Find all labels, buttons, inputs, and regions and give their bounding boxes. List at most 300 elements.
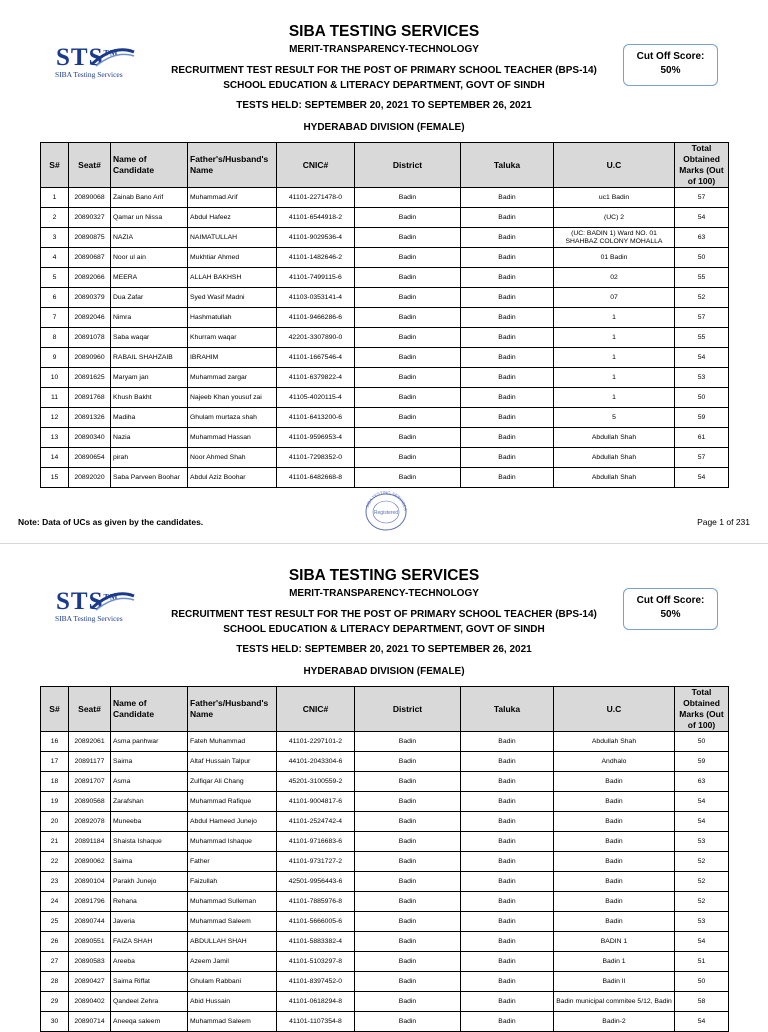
- cell-district: Badin: [355, 348, 461, 368]
- table-row: [41, 288, 729, 308]
- cell-cnic: 41101-1107354-8: [277, 1012, 355, 1032]
- column-header-district: District: [355, 143, 461, 188]
- cell-uc: Abdullah Shah: [554, 448, 675, 468]
- column-header-taluka: Taluka: [461, 687, 554, 732]
- cell-father-husband-name: Muhammad Ishaque: [188, 832, 277, 852]
- cell-father-husband-name: Ghulam Rabbani: [188, 972, 277, 992]
- cutoff-label: Cut Off Score:: [636, 595, 705, 606]
- cell-uc: Badin 1: [554, 952, 675, 972]
- cell-sno: 17: [41, 752, 69, 772]
- department: SCHOOL EDUCATION & LITERACY DEPARTMENT, GOVT OF SINDH: [223, 624, 545, 635]
- column-header-uc: U.C: [554, 143, 675, 188]
- cell-total-marks: 54: [675, 208, 729, 228]
- cell-uc: Badin II: [554, 972, 675, 992]
- cell-uc: 07: [554, 288, 675, 308]
- cell-cnic: 41101-9596953-4: [277, 428, 355, 448]
- cell-father-husband-name: Muhammad Sulleman: [188, 892, 277, 912]
- cell-uc: Badin: [554, 852, 675, 872]
- cell-father-husband-name: Abdul Hafeez: [188, 208, 277, 228]
- cell-candidate-name: Nimra: [111, 308, 188, 328]
- cell-total-marks: 54: [675, 812, 729, 832]
- table-row: [41, 932, 729, 952]
- cell-district: Badin: [355, 952, 461, 972]
- result-title: RECRUITMENT TEST RESULT FOR THE POST OF PRIMARY SCHOOL TEACHER (BPS-14): [171, 609, 597, 620]
- cell-uc: Badin municipal commitee 5/12, Badin: [554, 992, 675, 1012]
- cell-candidate-name: Zarafshan: [111, 792, 188, 812]
- cell-total-marks: 57: [675, 188, 729, 208]
- cell-seat: 20891796: [69, 892, 111, 912]
- cell-candidate-name: NAZIA: [111, 228, 188, 248]
- table-row: [41, 268, 729, 288]
- cell-district: Badin: [355, 368, 461, 388]
- cell-cnic: 41101-1482646-2: [277, 248, 355, 268]
- cell-uc: 1: [554, 348, 675, 368]
- cell-taluka: Badin: [461, 428, 554, 448]
- cell-father-husband-name: Abid Hussain: [188, 992, 277, 1012]
- svg-text:SIBA TESTING SERVICES: [365, 490, 408, 511]
- cell-cnic: 41103-0353141-4: [277, 288, 355, 308]
- cell-total-marks: 52: [675, 852, 729, 872]
- table-row: [41, 448, 729, 468]
- cell-father-husband-name: Khurram waqar: [188, 328, 277, 348]
- column-header-seat: Seat#: [69, 687, 111, 732]
- cell-total-marks: 50: [675, 732, 729, 752]
- cell-district: Badin: [355, 972, 461, 992]
- cell-father-husband-name: Muhammad Rafique: [188, 792, 277, 812]
- cell-seat: 20890104: [69, 872, 111, 892]
- cell-father-husband-name: Abdul Hameed Junejo: [188, 812, 277, 832]
- cell-total-marks: 59: [675, 752, 729, 772]
- cell-cnic: 42201-3307890-0: [277, 328, 355, 348]
- cell-taluka: Badin: [461, 408, 554, 428]
- cell-uc: 5: [554, 408, 675, 428]
- cell-total-marks: 54: [675, 932, 729, 952]
- cell-district: Badin: [355, 992, 461, 1012]
- cell-uc: Badin: [554, 772, 675, 792]
- table-row: [41, 348, 729, 368]
- stamp-top-text: SIBA TESTING SERVICES: [364, 489, 408, 511]
- cell-taluka: Badin: [461, 348, 554, 368]
- table-row: [41, 872, 729, 892]
- logo-subtitle: SIBA Testing Services: [55, 614, 123, 623]
- cell-seat: 20892066: [69, 268, 111, 288]
- cell-uc: BADIN 1: [554, 932, 675, 952]
- tagline: MERIT-TRANSPARENCY-TECHNOLOGY: [289, 44, 479, 55]
- cell-candidate-name: Saima: [111, 852, 188, 872]
- cell-father-husband-name: Ghulam murtaza shah: [188, 408, 277, 428]
- cell-candidate-name: Asma: [111, 772, 188, 792]
- cell-cnic: 42501-9956443-6: [277, 872, 355, 892]
- cell-uc: 1: [554, 328, 675, 348]
- cell-total-marks: 52: [675, 892, 729, 912]
- tests-held: TESTS HELD: SEPTEMBER 20, 2021 TO SEPTEMBER 26, 2021: [236, 100, 532, 111]
- cell-candidate-name: Aneeqa saleem: [111, 1012, 188, 1032]
- page-number: Page 1 of 231: [697, 517, 750, 527]
- cell-father-husband-name: Muhammad zargar: [188, 368, 277, 388]
- column-header-father-husband-name: Father's/Husband's Name: [188, 687, 277, 732]
- cell-candidate-name: RABAIL SHAHZAIB: [111, 348, 188, 368]
- cell-candidate-name: Saima: [111, 752, 188, 772]
- cell-father-husband-name: Muhammad Arif: [188, 188, 277, 208]
- cell-uc: uc1 Badin: [554, 188, 675, 208]
- tests-held: TESTS HELD: SEPTEMBER 20, 2021 TO SEPTEMBER 26, 2021: [236, 644, 532, 655]
- cell-uc: (UC: BADIN 1) Ward NO. 01 SHAHBAZ COLONY MOHALLA: [554, 228, 675, 248]
- cell-candidate-name: Qandeel Zehra: [111, 992, 188, 1012]
- cutoff-box: [623, 44, 718, 86]
- cell-candidate-name: Nazia: [111, 428, 188, 448]
- cell-sno: 1: [41, 188, 69, 208]
- cell-candidate-name: Zainab Bano Arif: [111, 188, 188, 208]
- cell-candidate-name: MEERA: [111, 268, 188, 288]
- table-header-row: [41, 143, 729, 188]
- column-header-candidate-name: Name of Candidate: [111, 143, 188, 188]
- cell-uc: (UC) 2: [554, 208, 675, 228]
- cell-cnic: 41101-5666005-6: [277, 912, 355, 932]
- cell-total-marks: 51: [675, 952, 729, 972]
- cell-sno: 13: [41, 428, 69, 448]
- table-row: [41, 308, 729, 328]
- cell-father-husband-name: NAIMATULLAH: [188, 228, 277, 248]
- table-row: [41, 428, 729, 448]
- cell-taluka: Badin: [461, 732, 554, 752]
- cell-candidate-name: Khush Bakht: [111, 388, 188, 408]
- results-table: [40, 686, 729, 1032]
- result-page-2: [0, 543, 768, 1025]
- cell-sno: 8: [41, 328, 69, 348]
- cutoff-value: 50%: [660, 65, 681, 76]
- division: HYDERABAD DIVISION (FEMALE): [303, 122, 465, 133]
- cell-total-marks: 54: [675, 348, 729, 368]
- cell-seat: 20891326: [69, 408, 111, 428]
- column-header-cnic: CNIC#: [277, 687, 355, 732]
- column-header-candidate-name: Name of Candidate: [111, 687, 188, 732]
- cell-district: Badin: [355, 188, 461, 208]
- cell-seat: 20891768: [69, 388, 111, 408]
- cell-seat: 20890402: [69, 992, 111, 1012]
- cell-seat: 20890062: [69, 852, 111, 872]
- column-header-uc: U.C: [554, 687, 675, 732]
- cell-cnic: 41101-2297101-2: [277, 732, 355, 752]
- cell-seat: 20890654: [69, 448, 111, 468]
- cell-total-marks: 53: [675, 832, 729, 852]
- cell-father-husband-name: Noor Ahmed Shah: [188, 448, 277, 468]
- cell-taluka: Badin: [461, 1012, 554, 1032]
- cell-total-marks: 52: [675, 288, 729, 308]
- org-title: SIBA TESTING SERVICES: [288, 23, 480, 40]
- cell-cnic: 41101-7499115-6: [277, 268, 355, 288]
- org-title: SIBA TESTING SERVICES: [288, 567, 480, 584]
- table-row: [41, 248, 729, 268]
- cell-candidate-name: Qamar un Nissa: [111, 208, 188, 228]
- cell-sno: 30: [41, 1012, 69, 1032]
- cell-seat: 20891078: [69, 328, 111, 348]
- cell-father-husband-name: Azeem Jamil: [188, 952, 277, 972]
- cell-total-marks: 55: [675, 268, 729, 288]
- cell-sno: 20: [41, 812, 69, 832]
- cell-seat: 20891184: [69, 832, 111, 852]
- result-title: RECRUITMENT TEST RESULT FOR THE POST OF PRIMARY SCHOOL TEACHER (BPS-14): [171, 65, 597, 76]
- cell-taluka: Badin: [461, 328, 554, 348]
- cell-sno: 24: [41, 892, 69, 912]
- cell-father-husband-name: Najeeb Khan yousuf zai: [188, 388, 277, 408]
- cell-uc: 01 Badin: [554, 248, 675, 268]
- cell-sno: 21: [41, 832, 69, 852]
- cell-taluka: Badin: [461, 188, 554, 208]
- logo-text: STS™: [56, 588, 119, 615]
- cell-candidate-name: Javeria: [111, 912, 188, 932]
- cell-father-husband-name: Altaf Hussain Talpur: [188, 752, 277, 772]
- cell-cnic: 41101-1667546-4: [277, 348, 355, 368]
- cell-seat: 20890340: [69, 428, 111, 448]
- cell-father-husband-name: Abdul Aziz Boohar: [188, 468, 277, 488]
- table-row: [41, 892, 729, 912]
- cell-father-husband-name: ABDULLAH SHAH: [188, 932, 277, 952]
- cell-district: Badin: [355, 308, 461, 328]
- cell-seat: 20891625: [69, 368, 111, 388]
- cell-uc: Badin-2: [554, 1012, 675, 1032]
- cell-district: Badin: [355, 448, 461, 468]
- ucs-note: Note: Data of UCs as given by the candidates.: [18, 517, 204, 527]
- cell-cnic: 41101-6413200-6: [277, 408, 355, 428]
- table-row: [41, 992, 729, 1012]
- cell-candidate-name: Maryam jan: [111, 368, 188, 388]
- cell-father-husband-name: Muhammad Hassan: [188, 428, 277, 448]
- cell-taluka: Badin: [461, 972, 554, 992]
- cell-uc: Badin: [554, 832, 675, 852]
- cell-total-marks: 57: [675, 448, 729, 468]
- cell-uc: Abdullah Shah: [554, 732, 675, 752]
- cell-total-marks: 57: [675, 308, 729, 328]
- cell-father-husband-name: Mukhtiar Ahmed: [188, 248, 277, 268]
- cell-district: Badin: [355, 832, 461, 852]
- cell-uc: 1: [554, 368, 675, 388]
- cell-taluka: Badin: [461, 388, 554, 408]
- table-header-row: [41, 687, 729, 732]
- cell-sno: 28: [41, 972, 69, 992]
- cell-taluka: Badin: [461, 792, 554, 812]
- column-header-district: District: [355, 687, 461, 732]
- cell-father-husband-name: ALLAH BAKHSH: [188, 268, 277, 288]
- cell-taluka: Badin: [461, 932, 554, 952]
- column-header-taluka: Taluka: [461, 143, 554, 188]
- stamp-center-text: Registered: [373, 510, 399, 516]
- cutoff-box: [623, 588, 718, 630]
- cell-district: Badin: [355, 932, 461, 952]
- cell-total-marks: 54: [675, 792, 729, 812]
- cell-taluka: Badin: [461, 912, 554, 932]
- cell-uc: Badin: [554, 892, 675, 912]
- cell-taluka: Badin: [461, 308, 554, 328]
- cell-total-marks: 53: [675, 912, 729, 932]
- cell-sno: 15: [41, 468, 69, 488]
- cell-taluka: Badin: [461, 268, 554, 288]
- cell-father-husband-name: Zulfiqar Ali Chang: [188, 772, 277, 792]
- cell-uc: Badin: [554, 872, 675, 892]
- cell-taluka: Badin: [461, 892, 554, 912]
- cell-seat: 20890568: [69, 792, 111, 812]
- cell-seat: 20890379: [69, 288, 111, 308]
- cell-total-marks: 54: [675, 468, 729, 488]
- cell-district: Badin: [355, 792, 461, 812]
- column-header-father-husband-name: Father's/Husband's Name: [188, 143, 277, 188]
- cell-seat: 20892078: [69, 812, 111, 832]
- table-row: [41, 1012, 729, 1032]
- cell-sno: 6: [41, 288, 69, 308]
- cell-taluka: Badin: [461, 248, 554, 268]
- cell-sno: 22: [41, 852, 69, 872]
- cell-uc: Abdullah Shah: [554, 468, 675, 488]
- cell-cnic: 41101-0618294-8: [277, 992, 355, 1012]
- cell-sno: 18: [41, 772, 69, 792]
- cell-district: Badin: [355, 852, 461, 872]
- cell-district: Badin: [355, 892, 461, 912]
- cell-seat: 20890427: [69, 972, 111, 992]
- table-row: [41, 852, 729, 872]
- cell-uc: 02: [554, 268, 675, 288]
- cell-total-marks: 50: [675, 972, 729, 992]
- cell-candidate-name: Saba waqar: [111, 328, 188, 348]
- cell-total-marks: 58: [675, 992, 729, 1012]
- cell-father-husband-name: Fateh Muhammad: [188, 732, 277, 752]
- cell-total-marks: 52: [675, 872, 729, 892]
- cell-seat: 20891177: [69, 752, 111, 772]
- cell-sno: 10: [41, 368, 69, 388]
- cell-total-marks: 59: [675, 408, 729, 428]
- table-row: [41, 732, 729, 752]
- cell-seat: 20892061: [69, 732, 111, 752]
- cell-candidate-name: Saba Parveen Boohar: [111, 468, 188, 488]
- results-table: [40, 142, 729, 488]
- table-row: [41, 772, 729, 792]
- cell-cnic: 41101-6379822-4: [277, 368, 355, 388]
- cell-district: Badin: [355, 428, 461, 448]
- cell-sno: 26: [41, 932, 69, 952]
- cell-father-husband-name: Muhammad Saleem: [188, 912, 277, 932]
- table-row: [41, 752, 729, 772]
- column-header-total-marks: Total Obtained Marks (Out of 100): [675, 143, 729, 188]
- cell-cnic: 45201-3100559-2: [277, 772, 355, 792]
- table-row: [41, 912, 729, 932]
- cell-seat: 20892020: [69, 468, 111, 488]
- cutoff-value: 50%: [660, 609, 681, 620]
- cell-candidate-name: Asma panhwar: [111, 732, 188, 752]
- cell-cnic: 41101-6482668-8: [277, 468, 355, 488]
- cell-sno: 27: [41, 952, 69, 972]
- cell-seat: 20890875: [69, 228, 111, 248]
- cell-district: Badin: [355, 248, 461, 268]
- tagline: MERIT-TRANSPARENCY-TECHNOLOGY: [289, 588, 479, 599]
- cell-taluka: Badin: [461, 228, 554, 248]
- cell-district: Badin: [355, 208, 461, 228]
- cell-total-marks: 50: [675, 248, 729, 268]
- cell-sno: 14: [41, 448, 69, 468]
- cell-district: Badin: [355, 752, 461, 772]
- cell-cnic: 41101-6544918-2: [277, 208, 355, 228]
- cell-district: Badin: [355, 328, 461, 348]
- cell-total-marks: 53: [675, 368, 729, 388]
- cell-sno: 25: [41, 912, 69, 932]
- table-row: [41, 328, 729, 348]
- column-header-seat: Seat#: [69, 143, 111, 188]
- cell-district: Badin: [355, 812, 461, 832]
- cell-district: Badin: [355, 288, 461, 308]
- table-row: [41, 408, 729, 428]
- cell-sno: 5: [41, 268, 69, 288]
- cell-cnic: 41101-9029536-4: [277, 228, 355, 248]
- cell-sno: 12: [41, 408, 69, 428]
- cell-taluka: Badin: [461, 288, 554, 308]
- cell-total-marks: 63: [675, 228, 729, 248]
- cell-father-husband-name: Faizullah: [188, 872, 277, 892]
- cell-father-husband-name: Father: [188, 852, 277, 872]
- cell-father-husband-name: IBRAHIM: [188, 348, 277, 368]
- cell-district: Badin: [355, 732, 461, 752]
- cell-candidate-name: Muneeba: [111, 812, 188, 832]
- logo-text: STS™: [56, 44, 119, 71]
- cell-seat: 20890714: [69, 1012, 111, 1032]
- cell-total-marks: 54: [675, 1012, 729, 1032]
- table-row: [41, 832, 729, 852]
- cell-taluka: Badin: [461, 952, 554, 972]
- cell-sno: 23: [41, 872, 69, 892]
- cell-taluka: Badin: [461, 992, 554, 1012]
- cell-candidate-name: Dua Zafar: [111, 288, 188, 308]
- cutoff-label: Cut Off Score:: [636, 51, 705, 62]
- cell-sno: 3: [41, 228, 69, 248]
- cell-taluka: Badin: [461, 872, 554, 892]
- cell-cnic: 41101-9716683-6: [277, 832, 355, 852]
- cell-taluka: Badin: [461, 772, 554, 792]
- cell-total-marks: 55: [675, 328, 729, 348]
- cell-cnic: 41101-5883382-4: [277, 932, 355, 952]
- cell-taluka: Badin: [461, 368, 554, 388]
- cell-sno: 29: [41, 992, 69, 1012]
- table-row: [41, 188, 729, 208]
- cell-cnic: 41101-2271478-0: [277, 188, 355, 208]
- cell-taluka: Badin: [461, 812, 554, 832]
- column-header-sno: S#: [41, 687, 69, 732]
- cell-district: Badin: [355, 468, 461, 488]
- cell-sno: 19: [41, 792, 69, 812]
- cell-district: Badin: [355, 268, 461, 288]
- division: HYDERABAD DIVISION (FEMALE): [303, 666, 465, 677]
- cell-district: Badin: [355, 872, 461, 892]
- cell-district: Badin: [355, 408, 461, 428]
- cell-seat: 20891707: [69, 772, 111, 792]
- cell-uc: 1: [554, 308, 675, 328]
- cell-sno: 7: [41, 308, 69, 328]
- logo-subtitle: SIBA Testing Services: [55, 70, 123, 79]
- cell-seat: 20892046: [69, 308, 111, 328]
- cell-candidate-name: pirah: [111, 448, 188, 468]
- table-row: [41, 228, 729, 248]
- cell-candidate-name: Noor ul ain: [111, 248, 188, 268]
- cell-seat: 20890687: [69, 248, 111, 268]
- cell-sno: 16: [41, 732, 69, 752]
- cell-candidate-name: Shaista Ishaque: [111, 832, 188, 852]
- cell-cnic: 41101-9466286-6: [277, 308, 355, 328]
- cell-cnic: 41101-5103297-8: [277, 952, 355, 972]
- table-row: [41, 952, 729, 972]
- cell-taluka: Badin: [461, 468, 554, 488]
- table-row: [41, 388, 729, 408]
- cell-total-marks: 63: [675, 772, 729, 792]
- cell-cnic: 41101-7885976-8: [277, 892, 355, 912]
- cell-total-marks: 61: [675, 428, 729, 448]
- cell-cnic: 41101-9731727-2: [277, 852, 355, 872]
- cell-candidate-name: Madiha: [111, 408, 188, 428]
- cell-total-marks: 50: [675, 388, 729, 408]
